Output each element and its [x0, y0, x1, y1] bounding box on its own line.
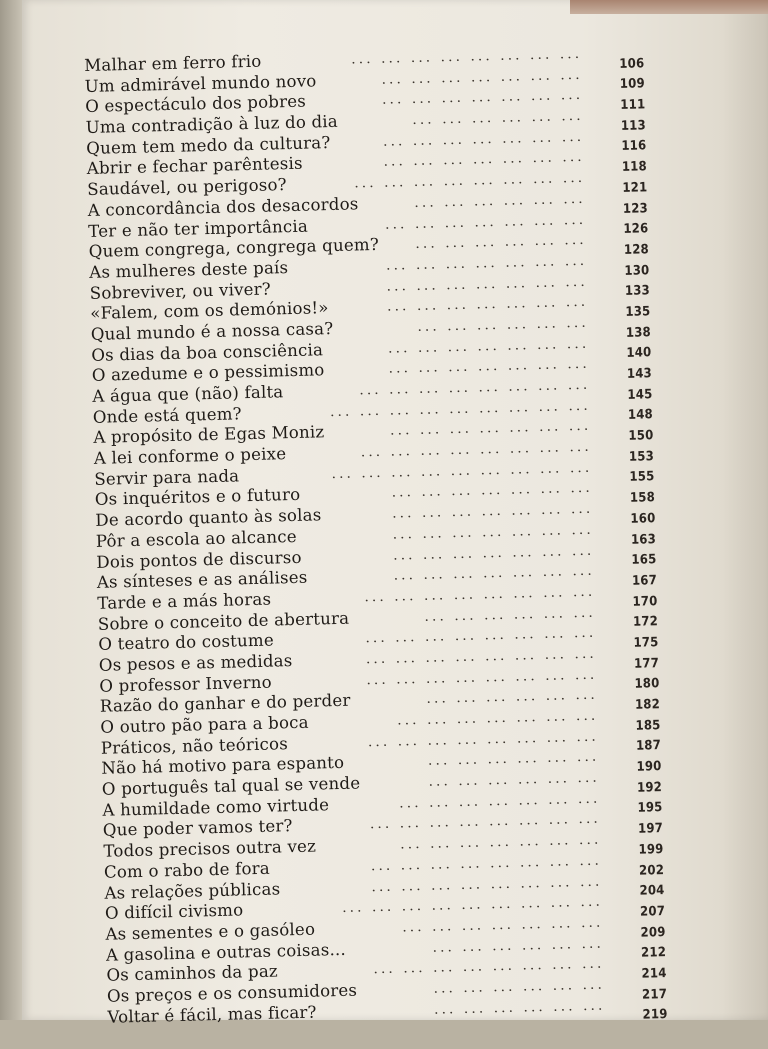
toc-page-number: 145: [627, 386, 653, 403]
cover-strip: [570, 0, 768, 14]
toc-page-number: 153: [628, 448, 655, 465]
toc-page-number: 192: [636, 779, 663, 796]
toc-dot-leader: ... ... ... ... ... ... ... ...: [351, 45, 583, 68]
toc-dot-leader: ... ... ... ... ... ... ... ...: [370, 852, 603, 875]
toc-page-number: 165: [631, 552, 657, 568]
toc-dot-leader: ... ... ... ... ... ... ... ...: [360, 438, 592, 461]
toc-entry-title: A lei conforme o peixe: [93, 444, 287, 468]
toc-entry-title: A propósito de Egas Moniz: [93, 422, 325, 448]
toc-entry-title: A gasolina e outras coisas...: [105, 939, 347, 965]
toc-entry-title: Saudável, ou perigoso?: [87, 175, 288, 200]
toc-entry-title: Quem tem medo da cultura?: [86, 132, 331, 158]
toc-page-number: 140: [626, 345, 652, 362]
toc-entry-title: Quem congrega, congrega quem?: [88, 235, 380, 262]
toc-dot-leader: ... ... ... ... ... ... ...: [398, 790, 601, 812]
toc-dot-leader: ... ... ... ... ... ... ...: [381, 66, 583, 88]
toc-page-number: 175: [633, 635, 659, 651]
toc-entry-title: O espectáculo dos pobres: [85, 91, 307, 117]
toc-dot-leader: ... ... ... ... ... ... ... ...: [371, 873, 603, 895]
toc-dot-leader: ... ... ... ... ... ... ... ...: [367, 728, 599, 750]
toc-page-number: 202: [638, 862, 665, 879]
toc-entry-title: As mulheres deste país: [89, 257, 289, 282]
toc-page-number: 118: [621, 159, 648, 176]
toc-dot-leader: ... ... ... ... ... ... ... ... ...: [331, 459, 593, 482]
toc-page-number: 217: [641, 986, 668, 1003]
toc-page-number: 185: [635, 717, 661, 734]
toc-page-number: 155: [629, 469, 655, 486]
toc-dot-leader: ... ... ... ... ... ... ...: [386, 294, 589, 315]
toc-page-number: 195: [637, 800, 663, 817]
toc-dot-leader: ... ... ... ... ... ... ...: [392, 542, 595, 564]
toc-entry-title: Razão do ganhar e do perder: [99, 690, 351, 717]
toc-dot-leader: ... ... ... ... ... ...: [417, 314, 589, 335]
toc-page-number: 109: [619, 76, 646, 93]
toc-dot-leader: ... ... ... ... ... ... ...: [400, 831, 602, 853]
toc-dot-leader: ... ... ... ... ... ... ... ... ...: [329, 397, 591, 420]
toc-page-number: 138: [625, 324, 652, 341]
toc-page-number: 148: [627, 407, 654, 424]
toc-dot-leader: ... ... ... ... ... ...: [427, 748, 600, 770]
toc-page-number: 199: [638, 841, 664, 858]
toc-dot-leader: ... ... ... ... ... ... ... ...: [364, 583, 596, 606]
toc-dot-leader: ... ... ... ... ... ... ...: [389, 418, 592, 440]
toc-entry-title: A água que (não) falta: [92, 382, 284, 406]
toc-dot-leader: ... ... ... ... ... ... ...: [383, 149, 585, 171]
toc-entry-title: Pôr a escola ao alcance: [95, 526, 297, 551]
toc-dot-leader: ... ... ... ... ... ... ...: [388, 356, 590, 377]
toc-entry-title: Qual mundo é a nossa casa?: [90, 318, 334, 344]
toc-entry-title: «Falem, com os demónios!»: [90, 298, 329, 324]
toc-dot-leader: ... ... ... ... ... ... ...: [384, 211, 587, 233]
toc-page-number: 182: [634, 697, 661, 713]
toc-dot-leader: ... ... ... ... ... ...: [433, 997, 606, 1018]
toc-entry-title: Os inquéritos e o futuro: [94, 485, 301, 510]
toc-entry-title: A concordância dos desacordos: [87, 194, 359, 220]
toc-entry-title: O azedume e o pessimismo: [91, 360, 325, 386]
page-gutter-shadow: [722, 0, 768, 1020]
toc-page-number: 207: [639, 903, 666, 920]
toc-dot-leader: ... ... ... ... ... ... ... ...: [365, 645, 597, 668]
toc-page-number: 214: [641, 965, 667, 982]
toc-page-number: 177: [633, 655, 660, 672]
toc-dot-leader: ... ... ... ... ... ...: [428, 769, 600, 790]
toc-dot-leader: ... ... ... ... ... ...: [426, 686, 598, 708]
toc-dot-leader: ... ... ... ... ... ... ...: [381, 87, 584, 109]
toc-page-number: 111: [620, 97, 646, 113]
toc-page-number: 150: [628, 428, 654, 444]
toc-entry-title: Não há motivo para espanto: [101, 753, 345, 779]
toc-page-number: 187: [635, 738, 662, 755]
toc-entry-title: Ter e não ter importância: [88, 216, 309, 241]
toc-page-number: 212: [640, 945, 667, 961]
table-of-contents: [84, 42, 668, 1048]
toc-entry-title: De acordo quanto às solas: [95, 505, 322, 530]
toc-page-number: 190: [636, 759, 662, 775]
toc-dot-leader: ... ... ... ... ... ... ...: [396, 707, 599, 729]
toc-dot-leader: ... ... ... ... ... ... ...: [393, 562, 595, 584]
toc-entry-title: Os dias da boa consciência: [91, 339, 324, 365]
toc-dot-leader: ... ... ... ... ... ...: [424, 604, 596, 625]
toc-page-number: 167: [631, 573, 658, 589]
toc-dot-leader: ... ... ... ... ... ...: [415, 231, 587, 253]
toc-page-number: 197: [637, 821, 664, 837]
toc-page-number: 160: [630, 510, 656, 527]
toc-entry-title: Voltar é fácil, mas ficar?: [107, 1002, 317, 1027]
toc-dot-leader: ... ... ... ... ... ... ...: [387, 335, 590, 357]
toc-page-number: 106: [619, 56, 645, 72]
toc-dot-leader: ... ... ... ... ... ... ...: [385, 252, 588, 274]
toc-entry-title: As sementes e o gasóleo: [105, 919, 316, 944]
toc-page-number: 126: [623, 221, 649, 238]
toc-entry-title: Os caminhos da paz: [106, 961, 279, 985]
toc-dot-leader: ... ... ... ... ... ... ...: [391, 480, 593, 502]
toc-dot-leader: ... ... ... ... ... ... ... ...: [365, 624, 597, 647]
toc-page-number: 209: [640, 924, 666, 941]
toc-dot-leader: ... ... ... ... ... ... ... ...: [359, 376, 591, 399]
toc-entry-title: O professor Inverno: [99, 672, 273, 696]
toc-entry-title: O português tal qual se vende: [101, 773, 361, 799]
toc-dot-leader: ... ... ... ... ... ...: [414, 190, 586, 211]
toc-entry-title: Malhar em ferro frio: [84, 51, 262, 75]
toc-entry-title: Práticos, não teóricos: [100, 733, 289, 758]
toc-entry-title: Sobre o conceito de abertura: [97, 608, 350, 634]
toc-page-number: 116: [621, 138, 647, 155]
toc-page-number: 135: [625, 304, 651, 320]
toc-entry-title: Uma contradição à luz do dia: [85, 111, 339, 138]
toc-dot-leader: ... ... ... ... ... ... ... ...: [354, 169, 586, 192]
toc-entry-title: Os pesos e as medidas: [98, 651, 293, 675]
toc-dot-leader: ... ... ... ... ... ...: [433, 976, 606, 997]
toc-page-number: 128: [623, 242, 650, 258]
toc-page-number: 180: [634, 676, 660, 693]
toc-entry-title: Todos precisos outra vez: [103, 836, 317, 861]
toc-page-number: 123: [622, 200, 649, 217]
toc-dot-leader: ... ... ... ... ... ... ... ...: [369, 811, 601, 833]
toc-entry-title: Onde está quem?: [92, 403, 242, 427]
toc-dot-leader: ... ... ... ... ... ... ... ...: [373, 955, 605, 978]
toc-dot-leader: ... ... ... ... ... ...: [412, 107, 584, 129]
toc-page-number: 121: [622, 180, 648, 196]
toc-entry-title: Servir para nada: [94, 466, 240, 489]
toc-dot-leader: ... ... ... ... ... ... ... ... ...: [341, 893, 604, 917]
toc-page-number: 158: [629, 490, 656, 506]
toc-entry-title: O outro pão para a boca: [100, 712, 309, 737]
toc-dot-leader: ... ... ... ... ... ... ...: [392, 521, 594, 543]
toc-entry-title: Um admirável mundo novo: [84, 71, 317, 96]
toc-entry-title: O difícil civismo: [104, 900, 244, 923]
toc-page-number: 133: [624, 283, 651, 300]
toc-entry-title: As sínteses e as análises: [96, 567, 308, 593]
toc-dot-leader: ... ... ... ... ... ... ...: [386, 273, 588, 295]
toc-page-number: 113: [620, 118, 647, 134]
toc-page-number: 219: [642, 1007, 668, 1023]
toc-entry-title: Tarde e a más horas: [97, 589, 272, 613]
toc-entry-title: Abrir e fechar parêntesis: [86, 154, 303, 179]
toc-entry-title: A humildade como virtude: [102, 794, 330, 820]
toc-entry-title: Sobreviver, ou viver?: [89, 279, 272, 303]
toc-dot-leader: ... ... ... ... ... ... ...: [391, 500, 594, 522]
toc-dot-leader: ... ... ... ... ... ...: [432, 935, 605, 956]
toc-entry-title: Os preços e os consumidores: [106, 980, 358, 1006]
toc-page-number: 143: [626, 366, 653, 382]
toc-dot-leader: ... ... ... ... ... ... ...: [382, 128, 585, 150]
toc-entry-title: Com o rabo de fora: [103, 858, 271, 882]
toc-dot-leader: ... ... ... ... ... ... ...: [402, 914, 604, 936]
toc-page-number: 130: [624, 262, 650, 279]
toc-entry-title: Que poder vamos ter?: [102, 816, 293, 841]
toc-entry-title: Dois pontos de discurso: [96, 547, 302, 572]
toc-page-number: 172: [632, 614, 659, 631]
toc-dot-leader: ... ... ... ... ... ... ... ...: [366, 666, 598, 688]
toc-page-number: 170: [632, 593, 658, 610]
toc-entry-title: O teatro do costume: [98, 630, 275, 655]
toc-page-number: 163: [630, 531, 657, 548]
toc-page-number: 204: [639, 883, 665, 899]
toc-entry-title: As relações públicas: [104, 878, 281, 903]
